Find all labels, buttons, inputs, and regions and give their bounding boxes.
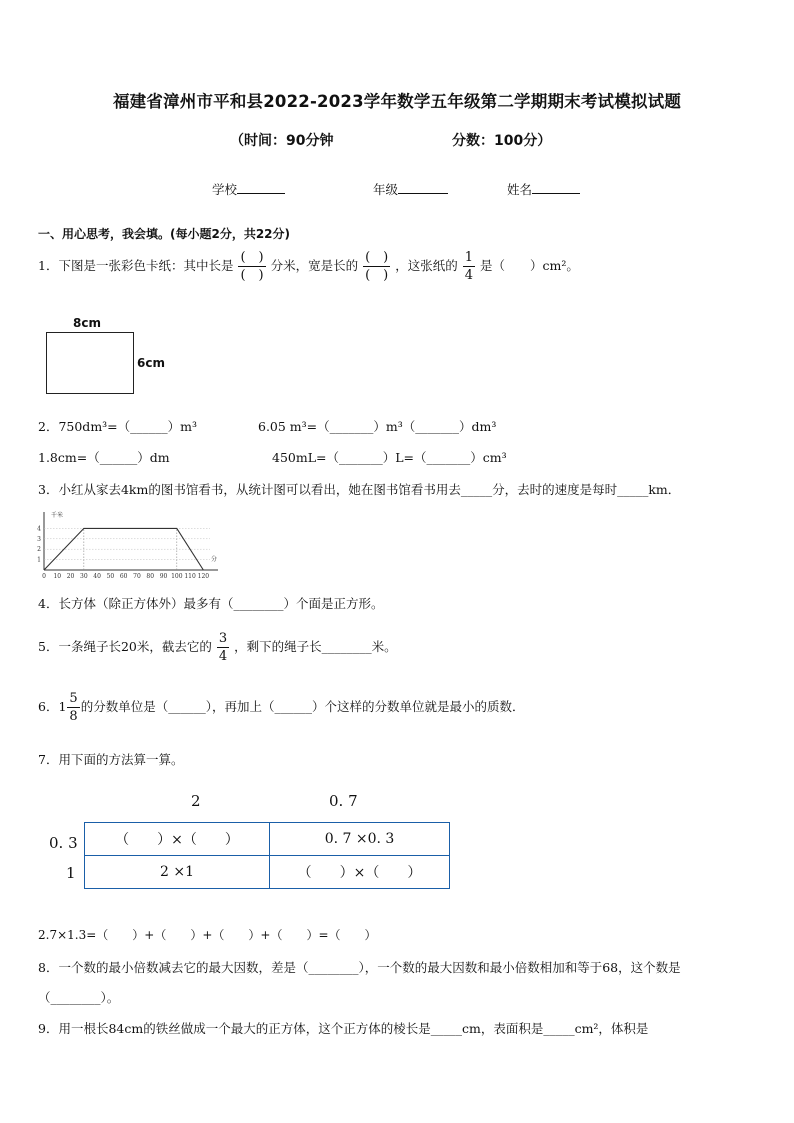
school-label: 学校 bbox=[212, 182, 238, 197]
exam-time: （时间：90分钟 bbox=[230, 133, 334, 149]
grade-label: 年级 bbox=[373, 182, 399, 197]
x-tick-label: 80 bbox=[146, 573, 155, 580]
question-4: 4．长方体（除正方体外）最多有（________）个面是正方形。 bbox=[38, 596, 384, 611]
grid-cell-r2c2[interactable]: （ ）×（ ） bbox=[270, 856, 450, 889]
q7-equation: 2.7×1.3=（ ）+（ ）+（ ）+（ ）=（ ） bbox=[38, 928, 377, 942]
figure-width-label: 6cm bbox=[137, 356, 165, 370]
grid-cell-r1c2: 0. 7 ×0. 3 bbox=[270, 823, 450, 856]
q2-part-c: 1.8cm=（______）dm bbox=[38, 450, 170, 465]
question-6 bbox=[38, 692, 524, 723]
x-tick-label: 40 bbox=[93, 573, 101, 580]
page-title: 福建省漳州市平和县2022-2023学年数学五年级第二学期期末考试模拟试题 bbox=[112, 92, 682, 111]
exam-score: 分数：100分） bbox=[452, 133, 552, 149]
grade-field bbox=[373, 180, 448, 198]
y-tick-label: 2 bbox=[37, 546, 41, 554]
question-9: 9．用一根长84cm的铁丝做成一个最大的正方体，这个正方体的棱长是_____cm，表面积是_____cm²，体积是 bbox=[38, 1021, 649, 1036]
q6-fraction: $\frac{5}{8}$ bbox=[69, 691, 78, 724]
q6-text-b: 的分数单位是（______），再加上（______）个这样的分数单位就是最小的质数． bbox=[80, 699, 525, 714]
q2-part-a: 2．750dm³=（______）m³ bbox=[38, 419, 198, 434]
x-tick-label: 110 bbox=[184, 573, 196, 580]
q6-text-a: 6．1 bbox=[38, 699, 67, 714]
x-tick-label: 10 bbox=[53, 573, 62, 580]
school-blank[interactable] bbox=[237, 181, 285, 194]
question-8-line-2: （________）。 bbox=[38, 990, 120, 1005]
q1-text-c: ，这张纸的 bbox=[395, 258, 458, 273]
distance-time-chart bbox=[34, 508, 224, 582]
name-field bbox=[507, 180, 580, 198]
q2-part-b: 6.05 m³=（_______）m³（_______）dm³ bbox=[258, 419, 497, 434]
figure-length-label: 8cm bbox=[73, 316, 101, 330]
grid-cell-r1c1[interactable]: （ ）×（ ） bbox=[85, 823, 270, 856]
name-label: 姓名 bbox=[507, 182, 533, 197]
q5-fraction: $\frac{3}{4}$ bbox=[218, 631, 228, 664]
grade-blank[interactable] bbox=[398, 181, 448, 194]
x-tick-label: 30 bbox=[80, 573, 88, 580]
x-tick-label: 50 bbox=[106, 573, 115, 580]
x-tick-label: 100 bbox=[171, 573, 183, 580]
grid-cell-r2c1: 2 ×1 bbox=[85, 856, 270, 889]
question-5 bbox=[38, 632, 397, 663]
y-tick-label: 3 bbox=[37, 535, 41, 543]
q2-part-d: 450mL=（_______）L=（_______）cm³ bbox=[272, 450, 507, 465]
q1-text-d: 是（ ）cm²。 bbox=[480, 258, 579, 273]
q1-fraction-blank-2: $\frac{( )}{( )}$ bbox=[365, 250, 389, 283]
x-tick-label: 0 bbox=[42, 573, 46, 580]
x-tick-label: 120 bbox=[197, 573, 210, 580]
question-7: 7．用下面的方法算一算。 bbox=[38, 752, 184, 767]
x-axis-label: 分 bbox=[211, 556, 218, 563]
q1-text-a: 1．下图是一张彩色卡纸：其中长是 bbox=[38, 258, 234, 273]
question-1 bbox=[38, 251, 579, 282]
row-header-1: 0. 3 bbox=[49, 834, 78, 852]
question-3: 3．小红从家去4km的图书馆看书，从统计图可以看出，她在图书馆看书用去_____分，去时的速度是每时_____km． bbox=[38, 482, 681, 497]
q5-text-b: ，剩下的绳子长________米。 bbox=[234, 639, 397, 654]
x-tick-label: 70 bbox=[133, 573, 141, 580]
y-axis-label: 千米 bbox=[51, 512, 64, 519]
q1-fraction-quarter: $\frac{1}{4}$ bbox=[464, 250, 474, 283]
row-header-2: 1 bbox=[66, 864, 76, 882]
name-blank[interactable] bbox=[532, 181, 580, 194]
y-tick-label: 1 bbox=[37, 556, 41, 564]
q1-text-b: 分米，宽是长的 bbox=[270, 258, 359, 273]
x-tick-label: 60 bbox=[119, 573, 128, 580]
q5-text-a: 5．一条绳子长20米，截去它的 bbox=[38, 639, 212, 654]
x-tick-label: 90 bbox=[159, 573, 168, 580]
col-header-1: 2 bbox=[191, 792, 201, 810]
school-field bbox=[212, 180, 285, 198]
question-8-line-1: 8．一个数的最小倍数减去它的最大因数，差是（________），一个数的最大因数和最小倍数相加和等于68，这个数是 bbox=[38, 960, 681, 975]
section-heading: 一、用心思考，我会填。(每小题2分，共22分) bbox=[38, 227, 291, 241]
y-tick-label: 4 bbox=[37, 525, 41, 533]
paper-rectangle bbox=[46, 332, 134, 394]
x-tick-label: 20 bbox=[66, 573, 75, 580]
col-header-2: 0. 7 bbox=[329, 792, 358, 810]
q1-fraction-blank-1: $\frac{( )}{( )}$ bbox=[240, 250, 264, 283]
multiplication-grid bbox=[84, 822, 450, 889]
